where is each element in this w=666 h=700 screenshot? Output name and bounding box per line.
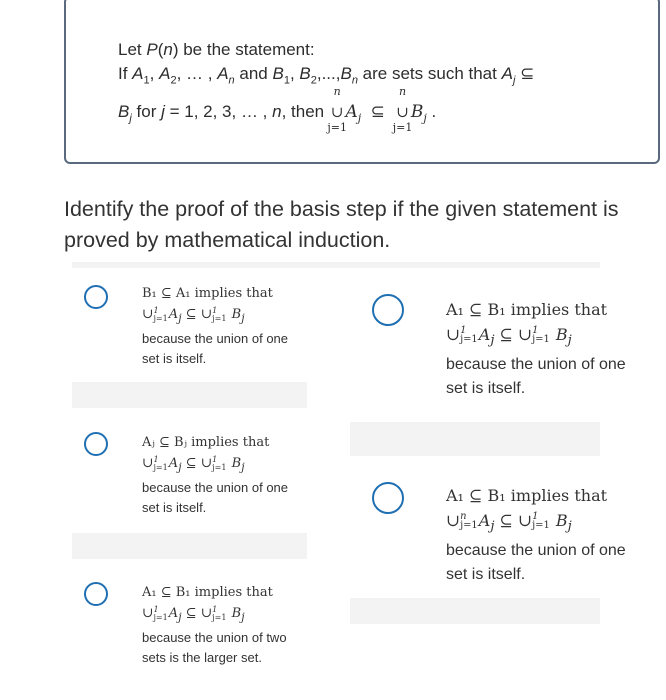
option-e-text-2: sets is the larger set. [142, 649, 262, 665]
option-b-formula: ∪ 1 j=1 $A_j$ ⊆ ∪ 1 j=1 $B_j$ [446, 324, 572, 349]
option-a-premise: B₁ ⊆ A₁ implies that [142, 286, 273, 301]
statement-line-3: $B_j$ for j = 1, 2, 3, … , n, then n ∪ j=1 $A_j$ ⊆ n ∪ j=1 $B_j$ . [118, 85, 437, 134]
option-c[interactable] [142, 433, 322, 518]
divider-bar [72, 262, 600, 268]
option-b-premise: A₁ ⊆ B₁ implies that [446, 300, 608, 319]
option-c-text-2: set is itself. [142, 499, 207, 515]
divider-bar [72, 533, 307, 559]
option-e-formula: ∪ 1 j=1 $A_j$ ⊆ ∪ 1 j=1 $B_j$ [142, 605, 245, 624]
option-b[interactable] [446, 298, 656, 401]
option-d[interactable] [446, 484, 656, 587]
divider-bar [350, 598, 600, 624]
option-c-text-1: because the union of one [142, 479, 289, 495]
option-a-formula: ∪ 1 j=1 $A_j$ ⊆ ∪ 1 j=1 $B_j$ [142, 306, 245, 325]
option-d-text-1: because the union of one [446, 542, 626, 560]
question-text: Identify the proof of the basis step if the given statement is proved by mathematical induction. [64, 197, 619, 252]
option-a-radio[interactable] [84, 285, 108, 309]
option-d-radio[interactable] [372, 482, 404, 514]
option-a-text-2: set is itself. [142, 350, 207, 366]
option-b-text-2: set is itself. [446, 380, 526, 398]
option-d-formula: ∪ n j=1 $A_j$ ⊆ ∪ 1 j=1 $B_j$ [446, 510, 572, 535]
divider-bar [72, 382, 307, 408]
option-e-text-1: because the union of two [142, 629, 287, 645]
option-a-text-1: because the union of one [142, 330, 289, 346]
option-c-premise: Aⱼ ⊆ Bⱼ implies that [142, 435, 270, 450]
option-d-premise: A₁ ⊆ B₁ implies that [446, 486, 608, 505]
option-e-radio[interactable] [84, 582, 108, 606]
option-c-radio[interactable] [84, 432, 108, 456]
statement-box [64, 0, 660, 164]
divider-bar [350, 422, 600, 456]
option-e[interactable] [142, 583, 322, 668]
option-c-formula: ∪ 1 j=1 $A_j$ ⊆ ∪ 1 j=1 $B_j$ [142, 455, 245, 474]
option-a[interactable] [142, 284, 322, 369]
option-e-premise: A₁ ⊆ B₁ implies that [142, 585, 273, 600]
statement-line-1: Let P(n) be the statement: [118, 40, 315, 59]
option-d-text-2: set is itself. [446, 566, 526, 584]
statement-line-2: If $A_1$, $A_2$, … , $A_n$ and $B_1$, $B_2,...,B_n$ are sets such that $A_j$ ⊆ [118, 64, 535, 87]
option-b-radio[interactable] [372, 294, 404, 326]
option-b-text-1: because the union of one [446, 356, 626, 374]
